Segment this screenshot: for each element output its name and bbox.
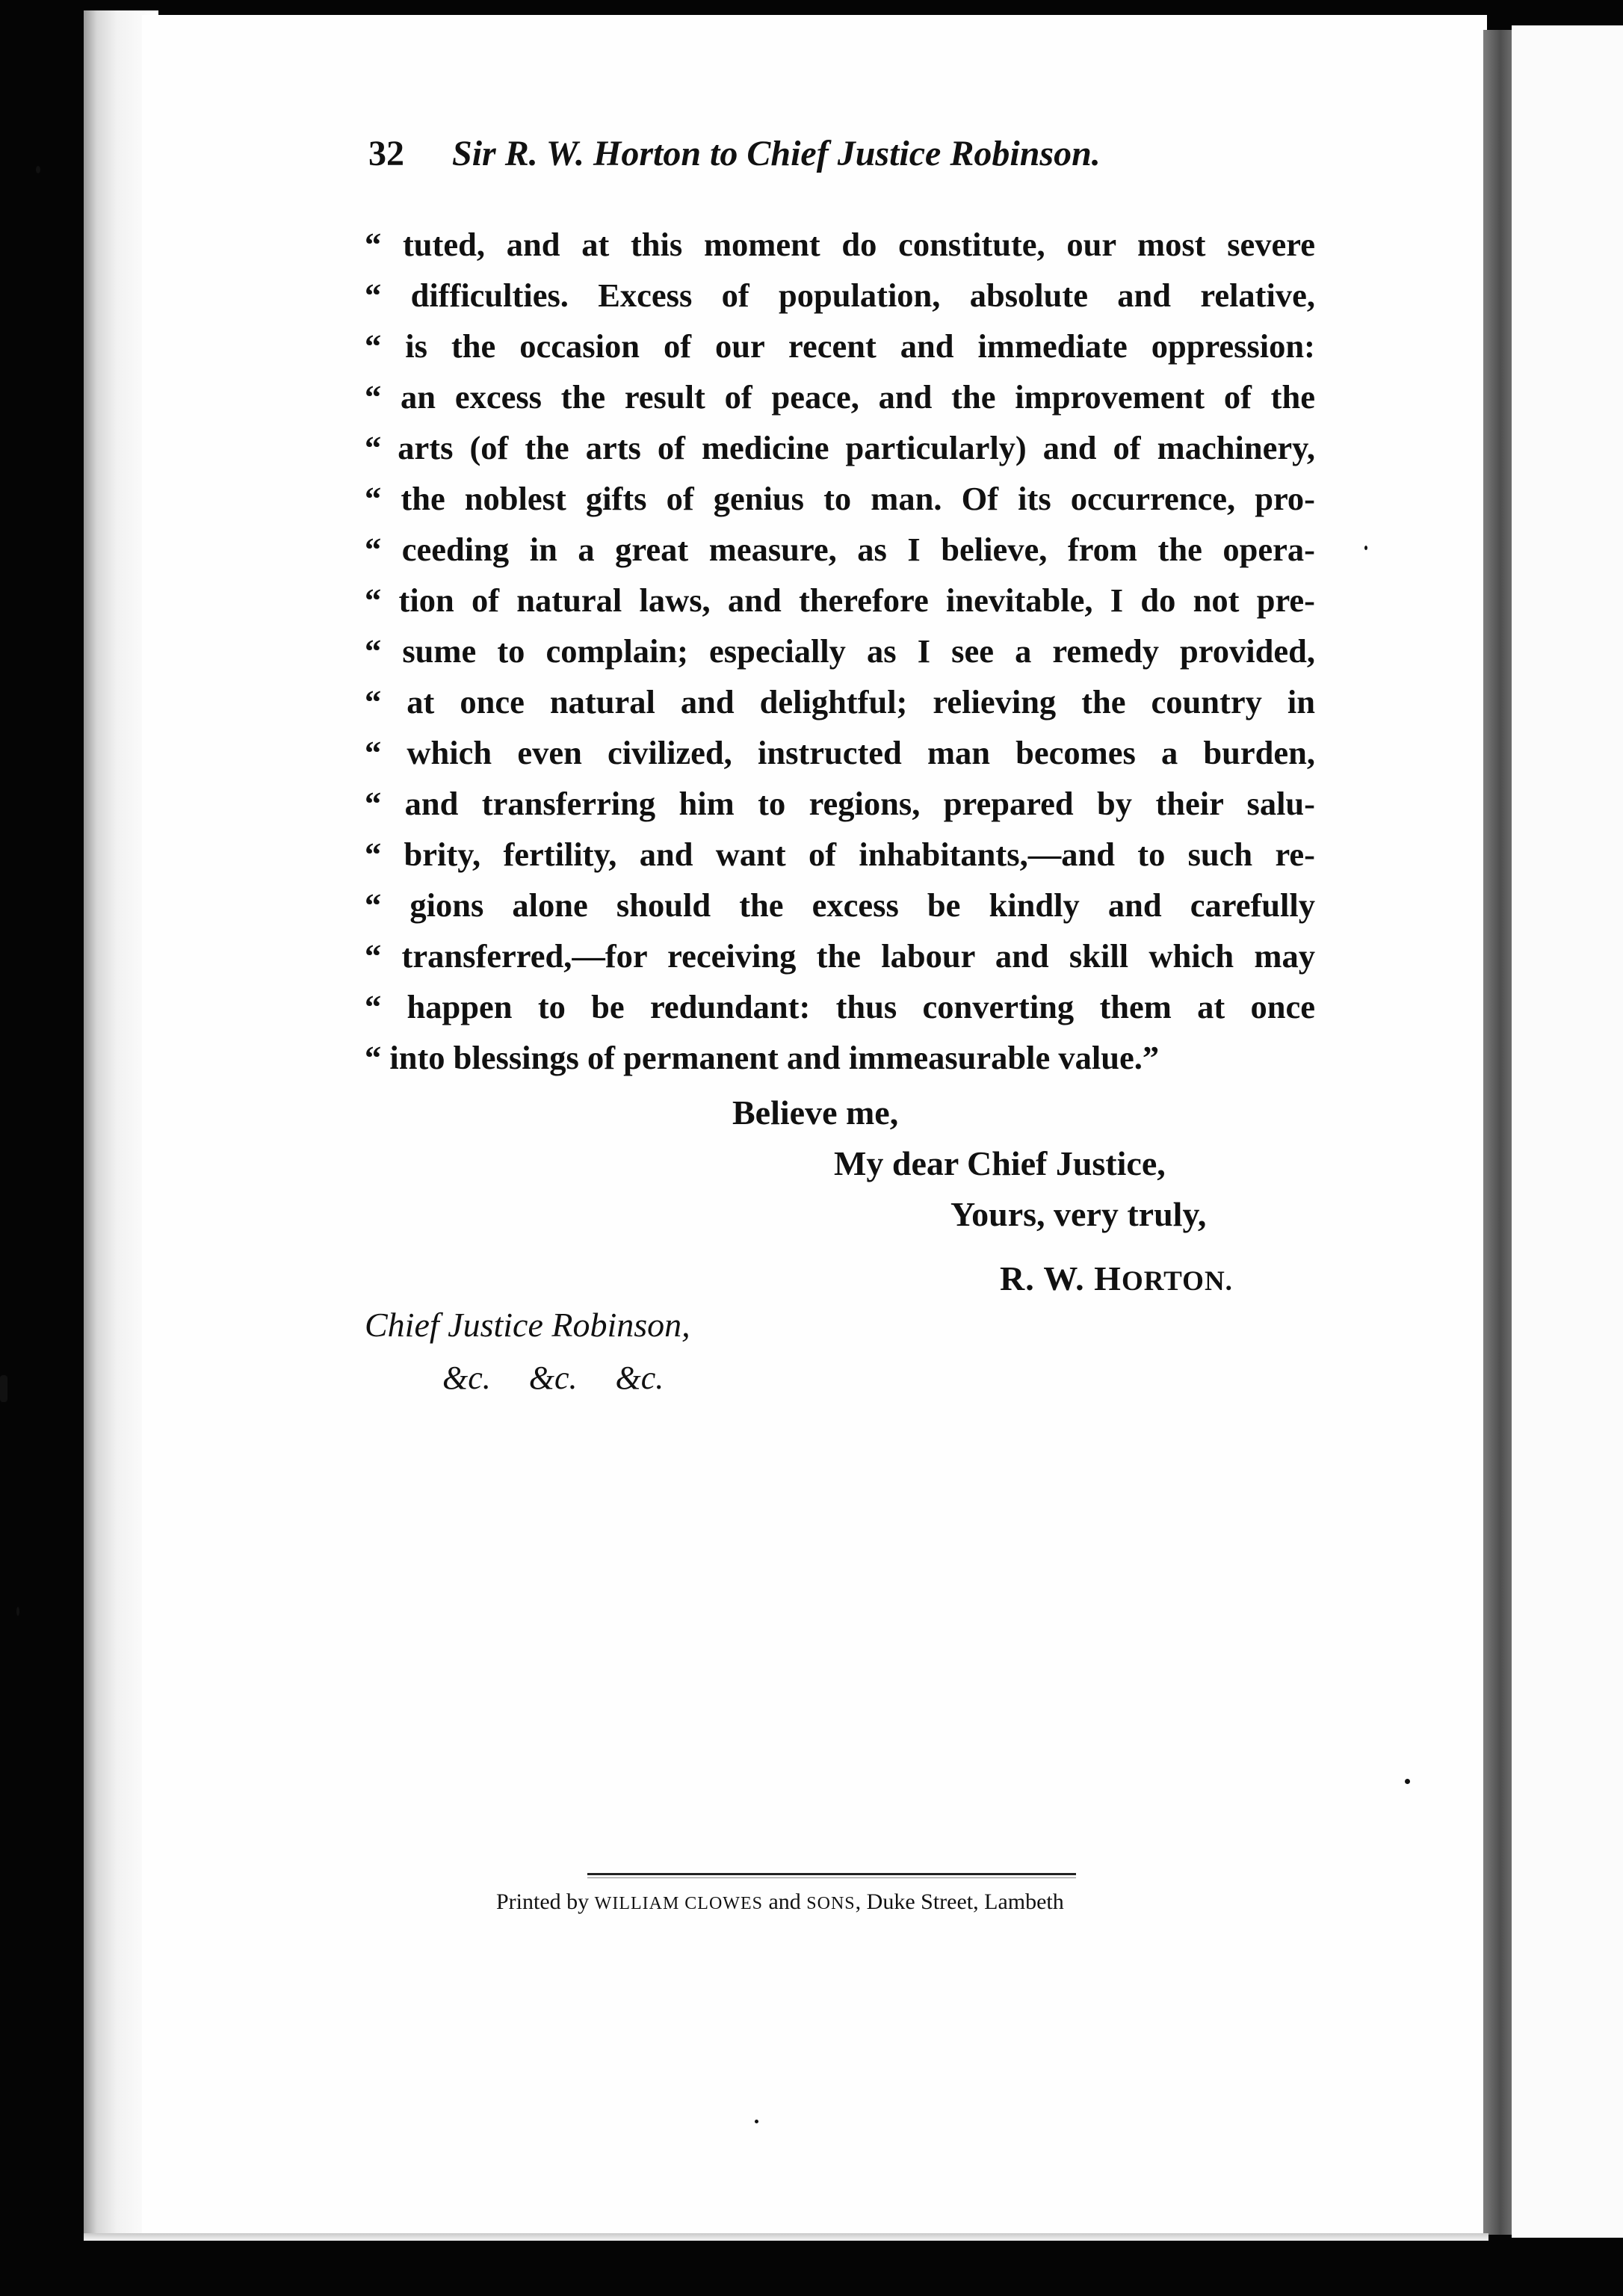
letter-body (365, 219, 1315, 1083)
next-page-edge (1512, 25, 1623, 2238)
text-line: “ tuted, and at this moment do constitute, our most severe (365, 226, 1315, 263)
imprint-and: and (762, 1889, 807, 1914)
text-line: “ brity, fertility, and want of inhabitants,—and to such re- (365, 836, 1315, 873)
page-number: 32 (368, 134, 404, 173)
text-line: “ the noblest gifts of genius to man. Of its occurrence, pro- (365, 480, 1315, 517)
page-bottom-edge (84, 2233, 1488, 2241)
text-line: “ arts (of the arts of medicine particularly) and of machinery, (365, 429, 1315, 466)
text-line: “ gions alone should the excess be kindly and carefully (365, 886, 1315, 924)
imprint-address: , Duke Street, Lambeth (855, 1889, 1064, 1914)
text-line: “ ceeding in a great measure, as I believe, from the opera- (365, 531, 1315, 568)
closing-line: Believe me, (732, 1093, 899, 1132)
text-line: “ sume to complain; especially as I see a remedy provided, (365, 632, 1315, 670)
text-line: “ at once natural and delightful; relieving the country in (365, 683, 1315, 720)
text-line: “ is the occasion of our recent and immediate oppression: (365, 327, 1315, 365)
imprint-printer: WILLIAM CLOWES (594, 1894, 763, 1913)
scan-speck (1364, 546, 1367, 550)
text-line: “ tion of natural laws, and therefore inevitable, I do not pre- (365, 581, 1315, 619)
printer-imprint (496, 1889, 1064, 1915)
text-line: “ transferred,—for receiving the labour and skill which may (365, 937, 1315, 975)
addressee-name: Chief Justice Robinson, (365, 1306, 690, 1344)
text-line: “ which even civilized, instructed man becomes a burden, (365, 734, 1315, 771)
text-line: “ into blessings of permanent and immeasurable value.” (365, 1039, 1160, 1076)
closing-line: Yours, very truly, (950, 1195, 1207, 1233)
running-title: Sir R. W. Horton to Chief Justice Robinson. (452, 134, 1101, 173)
text-line: “ happen to be redundant: thus converting them at once (365, 988, 1315, 1025)
addressee-etc: &c. &c. &c. (442, 1360, 664, 1396)
text-line: “ difficulties. Excess of population, absolute and relative, (365, 277, 1315, 314)
signature (1000, 1259, 1233, 1298)
scan-speck (1405, 1779, 1410, 1784)
imprint-rule-thin (587, 1877, 1076, 1878)
imprint-rule (587, 1873, 1076, 1875)
text-line: “ and transferring him to regions, prepared by their salu- (365, 785, 1315, 822)
signature-small-caps: ORTON. (1121, 1266, 1233, 1297)
imprint-sons: SONS (806, 1894, 856, 1913)
text-line: “ an excess the result of peace, and the improvement of the (365, 378, 1315, 416)
signature-initials: R. W. H (1000, 1259, 1122, 1297)
imprint-prefix: Printed by (496, 1889, 595, 1914)
closing-line: My dear Chief Justice, (834, 1144, 1166, 1182)
book-gutter (1483, 30, 1512, 2235)
scan-speck (16, 1607, 19, 1616)
scan-speck (0, 1375, 7, 1402)
running-header (368, 133, 1220, 174)
scan-speck (36, 166, 40, 173)
scan-speck (755, 2120, 758, 2123)
